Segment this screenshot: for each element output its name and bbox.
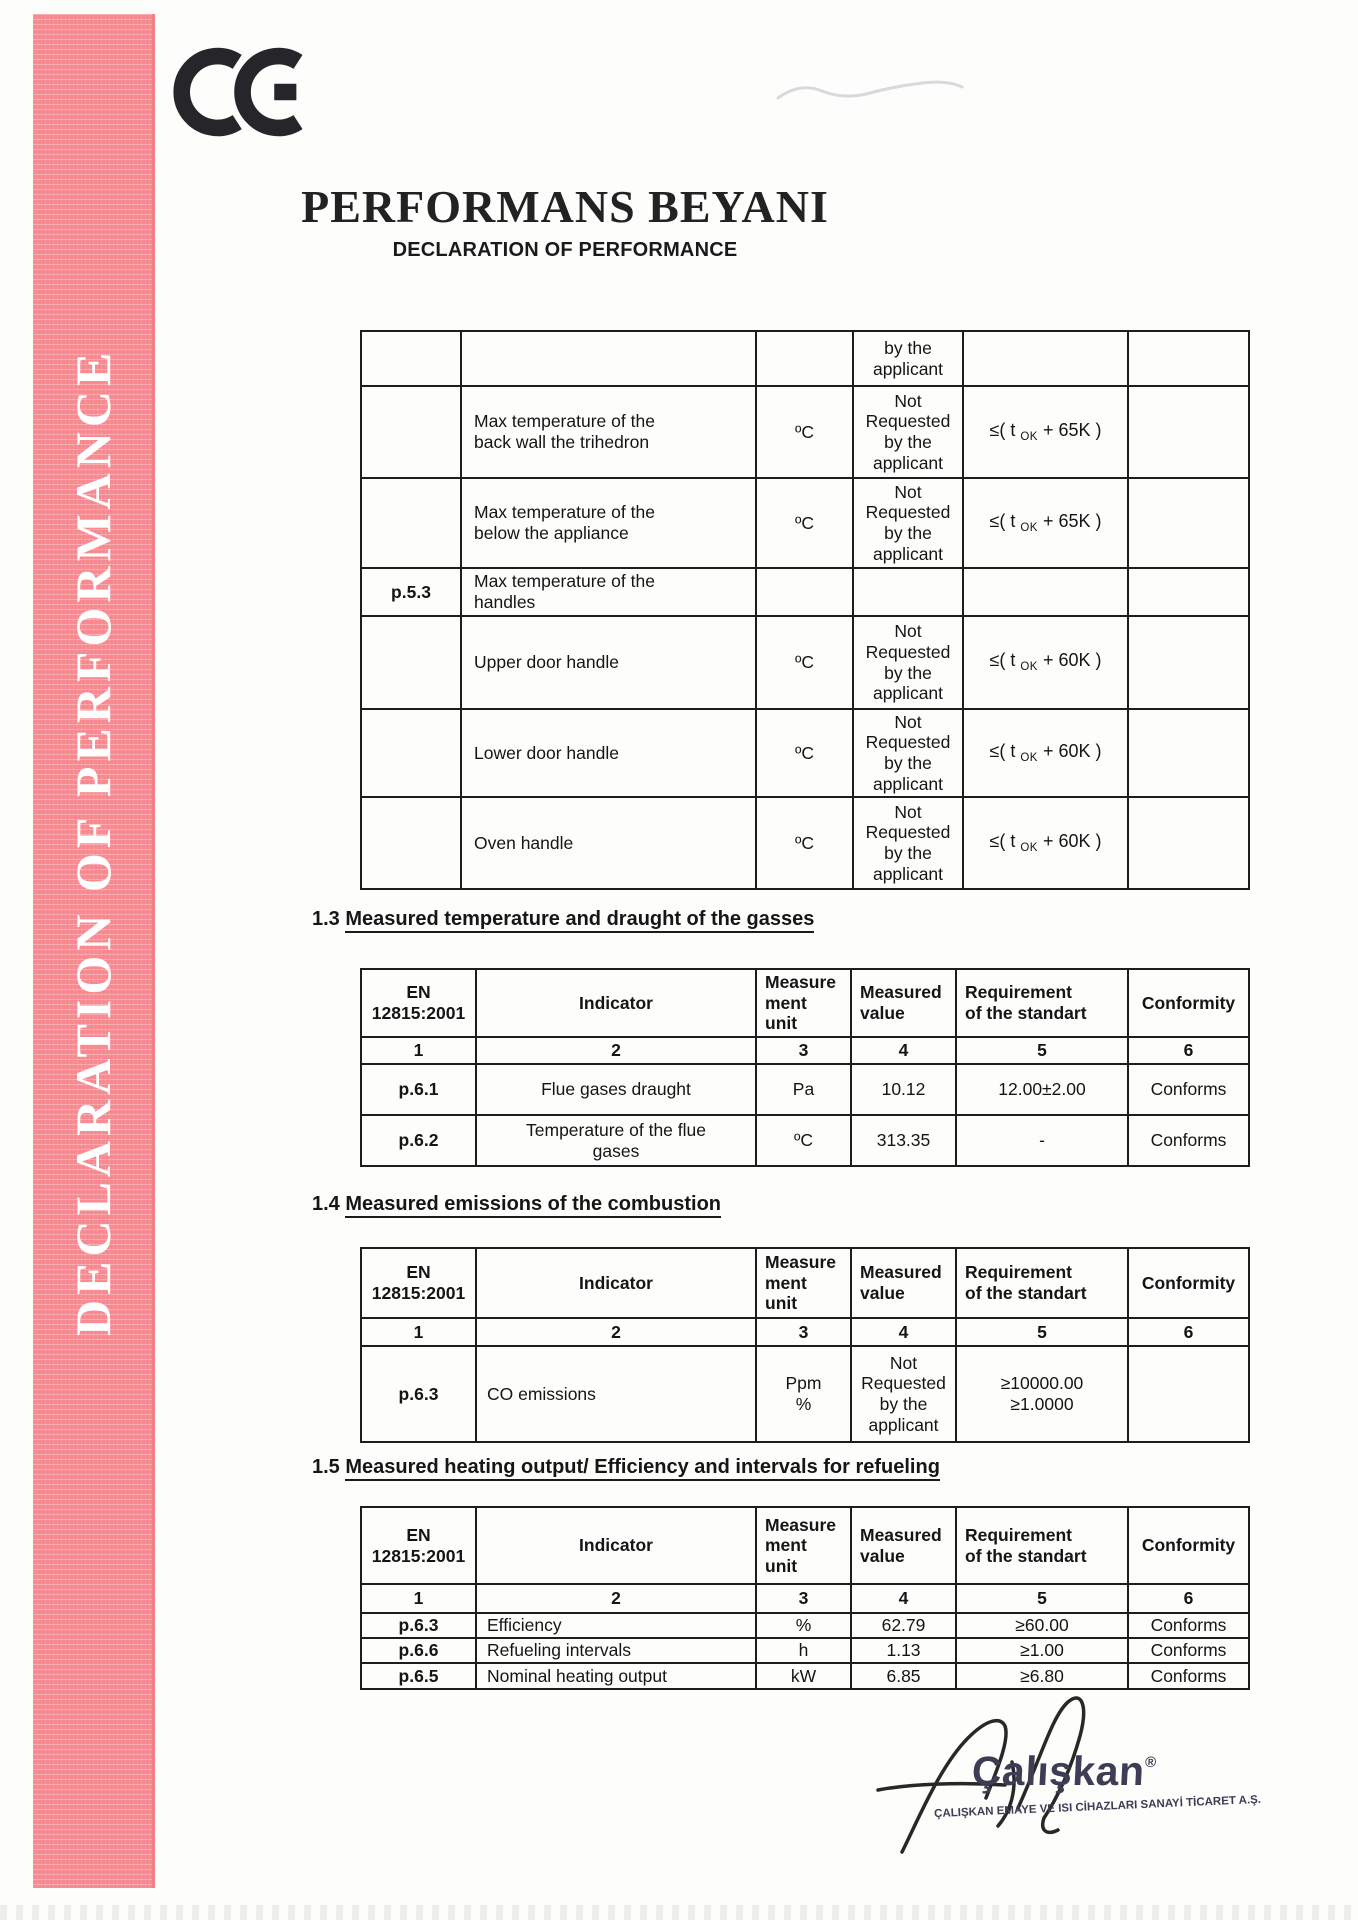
header-cell: Conformity [1128, 1248, 1249, 1318]
data-cell: ºC [756, 1115, 851, 1166]
document-title: PERFORMANS BEYANI [301, 181, 829, 232]
data-cell: Nominal heating output [476, 1663, 756, 1689]
data-cell: ≥6.80 [956, 1663, 1128, 1689]
data-cell: 313.35 [851, 1115, 956, 1166]
cell-unit: ºC [756, 616, 853, 709]
cell-requirement: ≤( t $_{OK}$ + 60K ) [963, 616, 1128, 709]
cell-ref: p.5.3 [361, 568, 461, 616]
data-cell: Refueling intervals [476, 1638, 756, 1663]
data-cell: Conforms [1128, 1663, 1249, 1689]
column-number-cell: 6 [1128, 1318, 1249, 1346]
data-cell: Temperature of the flue gases [476, 1115, 756, 1166]
data-cell: Ppm % [756, 1346, 851, 1442]
cell-conformity [1128, 568, 1249, 616]
cell-value: Not Requested by the applicant [853, 616, 963, 709]
cell-value: Not Requested by the applicant [853, 478, 963, 568]
company-logo-text: Çalışkan [970, 1748, 1146, 1794]
column-number-cell: 2 [476, 1037, 756, 1064]
column-number-cell: 6 [1128, 1037, 1249, 1064]
cell-requirement: ≤( t $_{OK}$ + 60K ) [963, 797, 1128, 889]
section-title: Measured temperature and draught of the gasses [345, 908, 814, 933]
subscript: OK [1020, 430, 1038, 443]
data-cell [1128, 1346, 1249, 1442]
table-header-row [361, 1507, 1249, 1584]
column-number-cell: 3 [756, 1584, 851, 1613]
header-cell: EN 12815:2001 [361, 1507, 476, 1584]
subscript: OK [1020, 521, 1038, 534]
cell-unit [756, 568, 853, 616]
data-cell: Not Requested by the applicant [851, 1346, 956, 1442]
data-cell: 10.12 [851, 1064, 956, 1115]
section-number: 1.3 [312, 908, 340, 930]
cell-conformity [1128, 386, 1249, 478]
data-cell: Conforms [1128, 1613, 1249, 1638]
table-row [361, 1638, 1249, 1663]
title-block [300, 180, 830, 262]
data-cell: 6.85 [851, 1663, 956, 1689]
cell-ref [361, 478, 461, 568]
data-cell: p.6.2 [361, 1115, 476, 1166]
column-number-cell: 4 [851, 1037, 956, 1064]
data-cell: 62.79 [851, 1613, 956, 1638]
data-cell: CO emissions [476, 1346, 756, 1442]
column-number-row [361, 1584, 1249, 1613]
header-cell: Indicator [476, 1248, 756, 1318]
header-cell: Conformity [1128, 969, 1249, 1037]
cell-conformity [1128, 616, 1249, 709]
data-cell: Flue gases draught [476, 1064, 756, 1115]
section-title: Measured heating output/ Efficiency and intervals for refueling [345, 1456, 940, 1481]
header-cell: Measured value [851, 969, 956, 1037]
company-name-line: ÇALIŞKAN EMAYE VE ISI CİHAZLARI SANAYİ TİCARET A.Ş. [933, 1793, 1262, 1821]
banner-vertical-text: DECLARATION OF PERFORMANCE [64, 347, 121, 1336]
table-row [361, 1115, 1249, 1166]
cell-conformity [1128, 797, 1249, 889]
header-cell: Measure ment unit [756, 1248, 851, 1318]
data-cell: p.6.5 [361, 1663, 476, 1689]
cell-ref [361, 616, 461, 709]
ce-mark-icon [172, 42, 324, 142]
column-number-row [361, 1318, 1249, 1346]
measured-emissions-table [360, 1247, 1250, 1443]
data-cell: Conforms [1128, 1115, 1249, 1166]
cell-value: Not Requested by the applicant [853, 797, 963, 889]
data-cell: Conforms [1128, 1064, 1249, 1115]
data-cell: p.6.6 [361, 1638, 476, 1663]
data-cell: 12.00±2.00 [956, 1064, 1128, 1115]
table-row [361, 1346, 1249, 1442]
column-number-cell: 1 [361, 1584, 476, 1613]
data-cell: Conforms [1128, 1638, 1249, 1663]
table-row [361, 386, 1249, 478]
data-cell: 1.13 [851, 1638, 956, 1663]
cell-ref [361, 386, 461, 478]
cell-conformity [1128, 331, 1249, 386]
column-number-cell: 4 [851, 1318, 956, 1346]
cell-conformity [1128, 709, 1249, 797]
column-number-cell: 5 [956, 1584, 1128, 1613]
section-number: 1.4 [312, 1193, 340, 1215]
section-heading-1-4 [312, 1193, 721, 1216]
data-cell: Efficiency [476, 1613, 756, 1638]
cell-unit: ºC [756, 478, 853, 568]
side-banner [33, 14, 155, 1888]
company-logo [971, 1748, 1157, 1795]
header-cell: Indicator [476, 1507, 756, 1584]
header-cell: Requirement of the standart [956, 1248, 1128, 1318]
column-number-cell: 5 [956, 1318, 1128, 1346]
subscript: OK [1020, 661, 1038, 674]
temperature-requirements-table [360, 330, 1250, 890]
data-cell: p.6.3 [361, 1613, 476, 1638]
subscript: OK [1020, 751, 1038, 764]
column-number-cell: 1 [361, 1037, 476, 1064]
cell-value: Not Requested by the applicant [853, 386, 963, 478]
section-title: Measured emissions of the combustion [345, 1193, 721, 1218]
cell-indicator: Max temperature of the below the appliance [461, 478, 756, 568]
column-number-cell: 3 [756, 1318, 851, 1346]
column-number-row [361, 1037, 1249, 1064]
column-number-cell: 1 [361, 1318, 476, 1346]
data-cell: Pa [756, 1064, 851, 1115]
data-cell: p.6.3 [361, 1346, 476, 1442]
table-header-row [361, 1248, 1249, 1318]
data-cell: ≥1.00 [956, 1638, 1128, 1663]
table-row [361, 478, 1249, 568]
cell-unit: ºC [756, 797, 853, 889]
data-cell: p.6.1 [361, 1064, 476, 1115]
cell-value: by the applicant [853, 331, 963, 386]
cell-requirement [963, 331, 1128, 386]
table-row [361, 797, 1249, 889]
table-row [361, 1064, 1249, 1115]
cell-ref [361, 331, 461, 386]
heating-output-table [360, 1506, 1250, 1690]
cell-indicator: Oven handle [461, 797, 756, 889]
column-number-cell: 3 [756, 1037, 851, 1064]
cell-requirement: ≤( t $_{OK}$ + 60K ) [963, 709, 1128, 797]
column-number-cell: 2 [476, 1584, 756, 1613]
cell-requirement: ≤( t $_{OK}$ + 65K ) [963, 386, 1128, 478]
registered-trademark-icon: ® [1144, 1754, 1157, 1771]
cell-indicator: Max temperature of the handles [461, 568, 756, 616]
cell-unit: ºC [756, 709, 853, 797]
cell-unit [756, 331, 853, 386]
cell-indicator: Upper door handle [461, 616, 756, 709]
table-row [361, 709, 1249, 797]
cell-unit: ºC [756, 386, 853, 478]
table-row [361, 616, 1249, 709]
header-cell: Measured value [851, 1507, 956, 1584]
data-cell: % [756, 1613, 851, 1638]
header-cell: Requirement of the standart [956, 1507, 1128, 1584]
cell-value [853, 568, 963, 616]
subscript: OK [1020, 841, 1038, 854]
measured-draught-table [360, 968, 1250, 1167]
scan-noise-strip [0, 1905, 1358, 1920]
section-number: 1.5 [312, 1456, 340, 1478]
data-cell: ≥10000.00 ≥1.0000 [956, 1346, 1128, 1442]
cell-indicator [461, 331, 756, 386]
section-heading-1-3 [312, 908, 814, 931]
column-number-cell: 4 [851, 1584, 956, 1613]
cell-requirement: ≤( t $_{OK}$ + 65K ) [963, 478, 1128, 568]
cell-value: Not Requested by the applicant [853, 709, 963, 797]
table-row [361, 1663, 1249, 1689]
cell-conformity [1128, 478, 1249, 568]
header-cell: EN 12815:2001 [361, 969, 476, 1037]
header-cell: EN 12815:2001 [361, 1248, 476, 1318]
document-subtitle: DECLARATION OF PERFORMANCE [392, 239, 738, 261]
header-cell: Requirement of the standart [956, 969, 1128, 1037]
column-number-cell: 6 [1128, 1584, 1249, 1613]
table-header-row [361, 969, 1249, 1037]
header-cell: Indicator [476, 969, 756, 1037]
column-number-cell: 5 [956, 1037, 1128, 1064]
header-cell: Conformity [1128, 1507, 1249, 1584]
cell-indicator: Lower door handle [461, 709, 756, 797]
table-row [361, 568, 1249, 616]
header-cell: Measure ment unit [756, 1507, 851, 1584]
cell-ref [361, 797, 461, 889]
faint-scan-scribble [770, 68, 990, 114]
table-row [361, 331, 1249, 386]
column-number-cell: 2 [476, 1318, 756, 1346]
cell-indicator: Max temperature of the back wall the trihedron [461, 386, 756, 478]
data-cell: kW [756, 1663, 851, 1689]
cell-ref [361, 709, 461, 797]
data-cell: - [956, 1115, 1128, 1166]
header-cell: Measured value [851, 1248, 956, 1318]
data-cell: ≥60.00 [956, 1613, 1128, 1638]
table-row [361, 1613, 1249, 1638]
section-heading-1-5 [312, 1456, 940, 1479]
data-cell: h [756, 1638, 851, 1663]
cell-requirement [963, 568, 1128, 616]
header-cell: Measure ment unit [756, 969, 851, 1037]
